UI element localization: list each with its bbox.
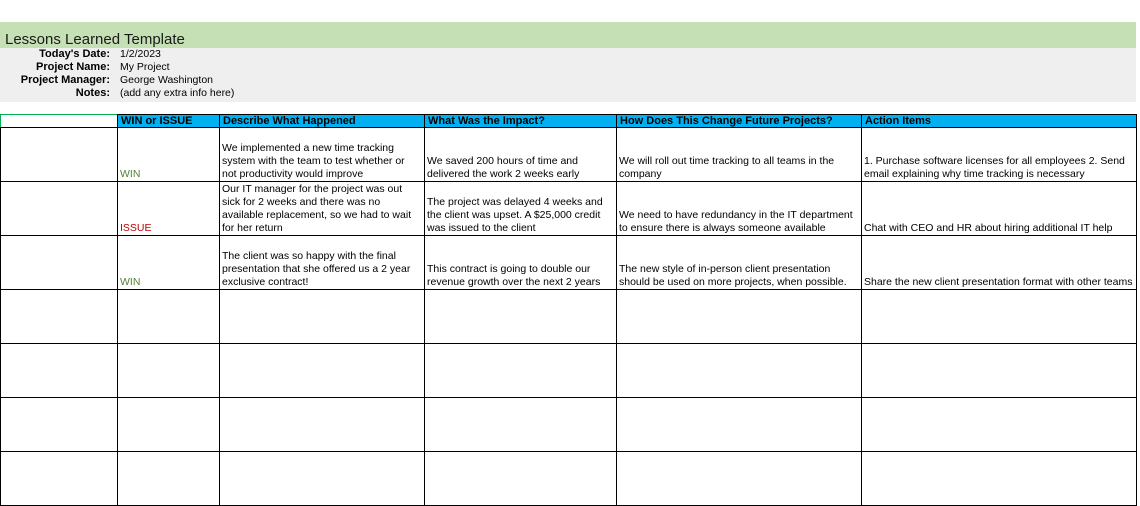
info-row-date: [0, 48, 400, 61]
table-cell[interactable]: [1, 128, 118, 182]
empty-cell[interactable]: [220, 452, 425, 506]
info-row-project-manager: [0, 74, 400, 87]
info-value[interactable]: My Project: [120, 61, 170, 73]
info-label: Today's Date:: [39, 48, 110, 60]
table-row: [1, 182, 1137, 236]
empty-cell[interactable]: [617, 398, 862, 452]
table-cell[interactable]: This contract is going to double our revenue growth over the next 2 years: [425, 236, 617, 290]
empty-cell[interactable]: [425, 398, 617, 452]
table-cell[interactable]: [1, 236, 118, 290]
table-cell[interactable]: [1, 182, 118, 236]
table-cell[interactable]: We need to have redundancy in the IT department to ensure there is always someone available: [617, 182, 862, 236]
table-cell[interactable]: The project was delayed 4 weeks and the client was upset. A $25,000 credit was issued to the client: [425, 182, 617, 236]
info-label: Notes:: [75, 87, 110, 99]
table-cell[interactable]: We saved 200 hours of time and delivered the work 2 weeks early: [425, 128, 617, 182]
status-cell[interactable]: ISSUE: [118, 182, 220, 236]
table-cell[interactable]: Chat with CEO and HR about hiring additional IT help: [862, 182, 1137, 236]
info-row-notes: [0, 87, 400, 100]
header-cell[interactable]: How Does This Change Future Projects?: [617, 115, 862, 128]
empty-cell[interactable]: [118, 398, 220, 452]
lessons-table: [0, 114, 1137, 506]
empty-cell[interactable]: [1, 290, 118, 344]
info-value[interactable]: 1/2/2023: [120, 48, 161, 60]
empty-cell[interactable]: [1, 398, 118, 452]
project-info: [0, 48, 1136, 102]
table-row: [1, 236, 1137, 290]
empty-cell[interactable]: [425, 452, 617, 506]
empty-cell[interactable]: [617, 452, 862, 506]
header-cell-blank[interactable]: [1, 115, 118, 128]
empty-cell[interactable]: [862, 344, 1137, 398]
empty-cell[interactable]: [118, 344, 220, 398]
table-cell[interactable]: We implemented a new time tracking system with the team to test whether or not productivity would improve: [220, 128, 425, 182]
info-label: Project Manager:: [20, 74, 110, 86]
info-row-project-name: [0, 61, 400, 74]
empty-cell[interactable]: [220, 290, 425, 344]
title-band: [0, 22, 1136, 48]
table-cell[interactable]: We will roll out time tracking to all teams in the company: [617, 128, 862, 182]
header-row: [1, 115, 1137, 128]
table-cell[interactable]: The new style of in-person client presentation should be used on more projects, when possible.: [617, 236, 862, 290]
table-cell[interactable]: The client was so happy with the final presentation that she offered us a 2 year exclusive contract!: [220, 236, 425, 290]
empty-row: [1, 290, 1137, 344]
empty-cell[interactable]: [617, 290, 862, 344]
empty-row: [1, 398, 1137, 452]
empty-cell[interactable]: [862, 398, 1137, 452]
empty-cell[interactable]: [118, 452, 220, 506]
header-cell[interactable]: WIN or ISSUE: [118, 115, 220, 128]
empty-cell[interactable]: [220, 344, 425, 398]
table-cell[interactable]: Our IT manager for the project was out sick for 2 weeks and there was no available replacement, so we had to wait for her return: [220, 182, 425, 236]
table-row: [1, 128, 1137, 182]
empty-cell[interactable]: [118, 290, 220, 344]
header-cell[interactable]: Action Items: [862, 115, 1137, 128]
empty-row: [1, 452, 1137, 506]
empty-cell[interactable]: [862, 290, 1137, 344]
table-cell[interactable]: Share the new client presentation format with other teams: [862, 236, 1137, 290]
sheet-title: Lessons Learned Template: [5, 31, 185, 48]
empty-cell[interactable]: [1, 344, 118, 398]
empty-cell[interactable]: [862, 452, 1137, 506]
empty-cell[interactable]: [425, 290, 617, 344]
table-cell[interactable]: 1. Purchase software licenses for all employees 2. Send email explaining why time tracking is necessary: [862, 128, 1137, 182]
status-cell[interactable]: WIN: [118, 128, 220, 182]
empty-cell[interactable]: [617, 344, 862, 398]
empty-row: [1, 344, 1137, 398]
empty-cell[interactable]: [1, 452, 118, 506]
info-label: Project Name:: [36, 61, 110, 73]
empty-cell[interactable]: [425, 344, 617, 398]
header-cell[interactable]: Describe What Happened: [220, 115, 425, 128]
status-cell[interactable]: WIN: [118, 236, 220, 290]
empty-cell[interactable]: [220, 398, 425, 452]
header-cell[interactable]: What Was the Impact?: [425, 115, 617, 128]
info-value[interactable]: George Washington: [120, 74, 213, 86]
info-value[interactable]: (add any extra info here): [120, 87, 235, 99]
